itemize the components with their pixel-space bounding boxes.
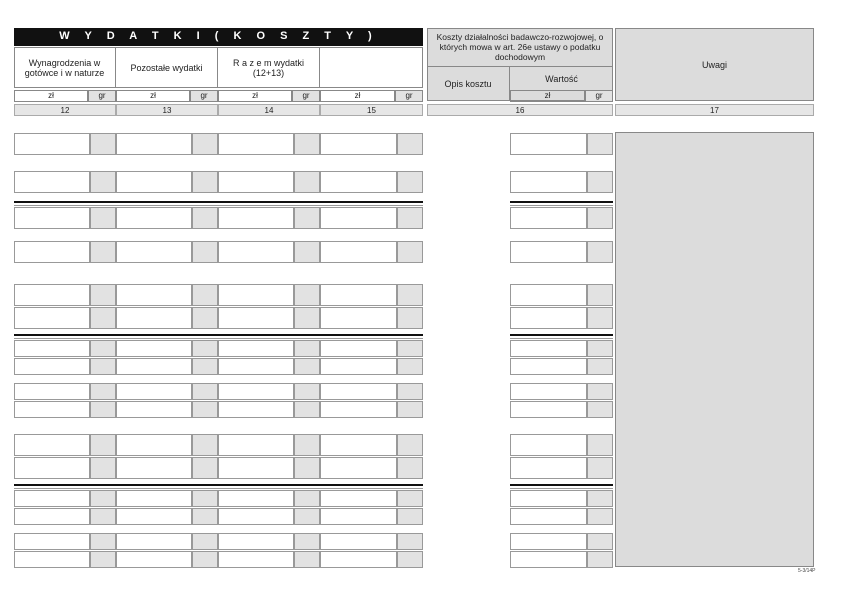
amount-gr-input[interactable]	[90, 533, 116, 550]
amount-gr-input[interactable]	[397, 383, 423, 400]
amount-zl-input[interactable]	[14, 358, 90, 375]
amount-gr-input[interactable]	[192, 284, 218, 306]
amount-gr-input[interactable]	[192, 307, 218, 329]
amount-zl-input[interactable]	[320, 508, 397, 525]
amount-gr-input[interactable]	[587, 340, 613, 357]
amount-gr-input[interactable]	[587, 457, 613, 479]
amount-zl-input[interactable]	[320, 533, 397, 550]
amount-gr-input[interactable]	[587, 307, 613, 329]
amount-gr-input[interactable]	[294, 551, 320, 568]
amount-zl-input[interactable]	[320, 284, 397, 306]
amount-gr-input[interactable]	[397, 171, 423, 193]
amount-zl-input[interactable]	[218, 358, 294, 375]
unit-gr: gr	[292, 90, 320, 102]
amount-gr-input[interactable]	[294, 241, 320, 263]
amount-zl-input[interactable]	[510, 171, 587, 193]
rd-header-title: Koszty działalności badawczo-rozwojowej, o których mowa w art. 26e ustawy o podatku dochodowym	[436, 32, 604, 62]
amount-gr-input[interactable]	[294, 533, 320, 550]
amount-zl-input[interactable]	[510, 284, 587, 306]
amount-gr-input[interactable]	[90, 508, 116, 525]
amount-gr-input[interactable]	[294, 358, 320, 375]
amount-gr-input[interactable]	[397, 241, 423, 263]
section-separator	[510, 334, 613, 336]
rd-desc-header: Opis kosztu	[427, 66, 510, 101]
amount-gr-input[interactable]	[90, 284, 116, 306]
amount-zl-input[interactable]	[218, 383, 294, 400]
amount-zl-input[interactable]	[320, 434, 397, 456]
unit-zl: zł	[510, 90, 585, 102]
amount-zl-input[interactable]	[510, 457, 587, 479]
amount-gr-input[interactable]	[294, 434, 320, 456]
amount-zl-input[interactable]	[14, 490, 90, 507]
amount-zl-input[interactable]	[320, 551, 397, 568]
amount-gr-input[interactable]	[587, 434, 613, 456]
section-separator-thin	[14, 338, 423, 339]
amount-zl-input[interactable]	[510, 383, 587, 400]
amount-gr-input[interactable]	[90, 241, 116, 263]
amount-gr-input[interactable]	[90, 207, 116, 229]
amount-gr-input[interactable]	[90, 340, 116, 357]
amount-gr-input[interactable]	[587, 533, 613, 550]
amount-gr-input[interactable]	[192, 340, 218, 357]
amount-zl-input[interactable]	[320, 340, 397, 357]
section-title: W Y D A T K I ( K O S Z T Y )	[14, 28, 423, 46]
amount-gr-input[interactable]	[192, 434, 218, 456]
amount-zl-input[interactable]	[320, 307, 397, 329]
unit-gr: gr	[88, 90, 116, 102]
amount-gr-input[interactable]	[294, 207, 320, 229]
amount-zl-input[interactable]	[14, 434, 90, 456]
amount-gr-input[interactable]	[587, 401, 613, 418]
column-number: 15	[320, 104, 423, 116]
amount-gr-input[interactable]	[90, 490, 116, 507]
unit-zl: zł	[14, 90, 88, 102]
amount-zl-input[interactable]	[320, 401, 397, 418]
amount-gr-input[interactable]	[90, 171, 116, 193]
column-number: 17	[615, 104, 814, 116]
amount-zl-input[interactable]	[116, 401, 192, 418]
amount-zl-input[interactable]	[14, 133, 90, 155]
amount-gr-input[interactable]	[587, 358, 613, 375]
section-separator-thin	[14, 488, 423, 489]
amount-zl-input[interactable]	[218, 434, 294, 456]
amount-zl-input[interactable]	[14, 457, 90, 479]
amount-gr-input[interactable]	[90, 358, 116, 375]
amount-zl-input[interactable]	[218, 490, 294, 507]
section-separator-thin	[510, 205, 613, 206]
amount-gr-input[interactable]	[294, 307, 320, 329]
section-separator	[14, 334, 423, 336]
amount-zl-input[interactable]	[320, 457, 397, 479]
amount-gr-input[interactable]	[587, 133, 613, 155]
amount-zl-input[interactable]	[116, 490, 192, 507]
column-number: 13	[116, 104, 218, 116]
amount-zl-input[interactable]	[218, 340, 294, 357]
amount-gr-input[interactable]	[587, 551, 613, 568]
amount-zl-input[interactable]	[116, 133, 192, 155]
unit-gr: gr	[585, 90, 613, 102]
amount-zl-input[interactable]	[320, 358, 397, 375]
amount-gr-input[interactable]	[294, 340, 320, 357]
amount-zl-input[interactable]	[510, 358, 587, 375]
amount-zl-input[interactable]	[218, 551, 294, 568]
amount-zl-input[interactable]	[218, 307, 294, 329]
amount-gr-input[interactable]	[587, 383, 613, 400]
amount-gr-input[interactable]	[192, 490, 218, 507]
unit-gr: gr	[190, 90, 218, 102]
amount-gr-input[interactable]	[397, 434, 423, 456]
section-separator-thin	[510, 488, 613, 489]
amount-zl-input[interactable]	[510, 207, 587, 229]
amount-gr-input[interactable]	[294, 508, 320, 525]
amount-zl-input[interactable]	[510, 241, 587, 263]
amount-gr-input[interactable]	[90, 457, 116, 479]
amount-gr-input[interactable]	[397, 307, 423, 329]
amount-gr-input[interactable]	[90, 551, 116, 568]
amount-zl-input[interactable]	[14, 551, 90, 568]
notes-header: Uwagi	[615, 28, 814, 101]
amount-zl-input[interactable]	[218, 171, 294, 193]
amount-gr-input[interactable]	[294, 457, 320, 479]
amount-gr-input[interactable]	[192, 171, 218, 193]
amount-gr-input[interactable]	[397, 133, 423, 155]
amount-zl-input[interactable]	[218, 241, 294, 263]
amount-zl-input[interactable]	[320, 171, 397, 193]
amount-zl-input[interactable]	[14, 284, 90, 306]
amount-gr-input[interactable]	[397, 401, 423, 418]
amount-zl-input[interactable]	[320, 383, 397, 400]
amount-gr-input[interactable]	[90, 383, 116, 400]
amount-zl-input[interactable]	[116, 284, 192, 306]
amount-zl-input[interactable]	[510, 133, 587, 155]
amount-zl-input[interactable]	[218, 284, 294, 306]
amount-zl-input[interactable]	[218, 533, 294, 550]
amount-gr-input[interactable]	[587, 508, 613, 525]
notes-field[interactable]	[615, 132, 814, 567]
amount-zl-input[interactable]	[116, 457, 192, 479]
amount-zl-input[interactable]	[116, 434, 192, 456]
amount-zl-input[interactable]	[218, 133, 294, 155]
unit-zl: zł	[320, 90, 395, 102]
amount-gr-input[interactable]	[587, 284, 613, 306]
amount-zl-input[interactable]	[14, 241, 90, 263]
amount-gr-input[interactable]	[90, 434, 116, 456]
amount-gr-input[interactable]	[192, 551, 218, 568]
unit-gr: gr	[395, 90, 423, 102]
amount-zl-input[interactable]	[14, 171, 90, 193]
amount-gr-input[interactable]	[192, 383, 218, 400]
amount-gr-input[interactable]	[90, 401, 116, 418]
section-separator	[14, 484, 423, 486]
amount-gr-input[interactable]	[192, 207, 218, 229]
amount-zl-input[interactable]	[218, 207, 294, 229]
amount-gr-input[interactable]	[192, 533, 218, 550]
amount-gr-input[interactable]	[192, 241, 218, 263]
amount-gr-input[interactable]	[192, 401, 218, 418]
amount-zl-input[interactable]	[116, 340, 192, 357]
unit-zl: zł	[116, 90, 190, 102]
amount-zl-input[interactable]	[116, 207, 192, 229]
amount-gr-input[interactable]	[397, 457, 423, 479]
amount-gr-input[interactable]	[294, 401, 320, 418]
amount-zl-input[interactable]	[116, 533, 192, 550]
amount-gr-input[interactable]	[192, 508, 218, 525]
section-separator	[510, 201, 613, 203]
amount-zl-input[interactable]	[510, 533, 587, 550]
amount-gr-input[interactable]	[587, 241, 613, 263]
amount-zl-input[interactable]	[116, 358, 192, 375]
form-code: 5-3/14P	[798, 568, 816, 574]
amount-gr-input[interactable]	[294, 171, 320, 193]
amount-gr-input[interactable]	[90, 133, 116, 155]
amount-zl-input[interactable]	[14, 340, 90, 357]
amount-zl-input[interactable]	[510, 340, 587, 357]
amount-zl-input[interactable]	[320, 207, 397, 229]
section-separator-thin	[14, 205, 423, 206]
amount-zl-input[interactable]	[116, 383, 192, 400]
section-separator	[14, 201, 423, 203]
amount-zl-input[interactable]	[510, 401, 587, 418]
amount-zl-input[interactable]	[320, 133, 397, 155]
amount-gr-input[interactable]	[397, 533, 423, 550]
unit-zl: zł	[218, 90, 292, 102]
col13-header: Pozostałe wydatki	[116, 47, 218, 88]
amount-zl-input[interactable]	[116, 171, 192, 193]
amount-gr-input[interactable]	[587, 207, 613, 229]
amount-gr-input[interactable]	[192, 133, 218, 155]
amount-zl-input[interactable]	[218, 457, 294, 479]
amount-zl-input[interactable]	[116, 307, 192, 329]
amount-gr-input[interactable]	[397, 490, 423, 507]
section-separator-thin	[510, 338, 613, 339]
amount-gr-input[interactable]	[587, 490, 613, 507]
amount-gr-input[interactable]	[397, 340, 423, 357]
amount-zl-input[interactable]	[510, 307, 587, 329]
amount-gr-input[interactable]	[192, 457, 218, 479]
amount-zl-input[interactable]	[320, 241, 397, 263]
rd-value-header: Wartość	[510, 66, 613, 91]
amount-zl-input[interactable]	[14, 508, 90, 525]
column-number: 14	[218, 104, 320, 116]
section-separator	[510, 484, 613, 486]
amount-zl-input[interactable]	[320, 490, 397, 507]
amount-zl-input[interactable]	[510, 551, 587, 568]
column-number: 12	[14, 104, 116, 116]
amount-zl-input[interactable]	[510, 490, 587, 507]
amount-zl-input[interactable]	[14, 307, 90, 329]
amount-zl-input[interactable]	[510, 508, 587, 525]
amount-zl-input[interactable]	[14, 207, 90, 229]
col14-header: R a z e m wydatki (12+13)	[218, 47, 320, 88]
amount-gr-input[interactable]	[294, 133, 320, 155]
amount-zl-input[interactable]	[14, 533, 90, 550]
amount-gr-input[interactable]	[397, 551, 423, 568]
amount-gr-input[interactable]	[587, 171, 613, 193]
amount-zl-input[interactable]	[218, 401, 294, 418]
amount-gr-input[interactable]	[397, 358, 423, 375]
amount-zl-input[interactable]	[116, 241, 192, 263]
col12-header: Wynagrodzenia w gotówce i w naturze	[14, 47, 116, 88]
amount-gr-input[interactable]	[397, 284, 423, 306]
amount-zl-input[interactable]	[116, 551, 192, 568]
column-number: 16	[427, 104, 613, 116]
amount-gr-input[interactable]	[397, 207, 423, 229]
amount-zl-input[interactable]	[510, 434, 587, 456]
amount-zl-input[interactable]	[116, 508, 192, 525]
amount-gr-input[interactable]	[90, 307, 116, 329]
amount-zl-input[interactable]	[14, 383, 90, 400]
amount-gr-input[interactable]	[397, 508, 423, 525]
amount-gr-input[interactable]	[294, 383, 320, 400]
amount-gr-input[interactable]	[294, 284, 320, 306]
amount-zl-input[interactable]	[218, 508, 294, 525]
amount-gr-input[interactable]	[294, 490, 320, 507]
amount-zl-input[interactable]	[14, 401, 90, 418]
col15-header	[320, 47, 423, 88]
amount-gr-input[interactable]	[192, 358, 218, 375]
